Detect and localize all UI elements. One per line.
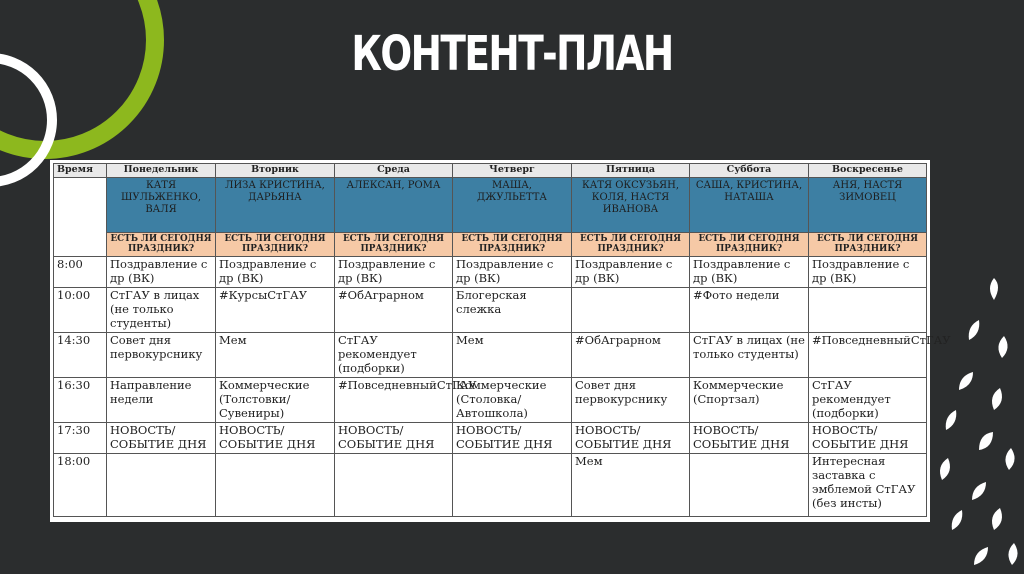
content-cell: Интересная заставка с эмблемой СтГАУ (без инсты)	[809, 454, 927, 517]
schedule-row	[54, 288, 927, 333]
content-cell: НОВОСТЬ/СОБЫТИЕ ДНЯ	[572, 423, 690, 454]
content-cell: НОВОСТЬ/СОБЫТИЕ ДНЯ	[809, 423, 927, 454]
schedule-row	[54, 378, 927, 423]
time-cell: 18:00	[54, 454, 107, 517]
content-cell	[690, 454, 809, 517]
content-plan-document	[50, 160, 951, 522]
content-cell: Мем	[572, 454, 690, 517]
content-plan-table	[53, 163, 951, 517]
content-cell: #КурсыСтГАУ	[216, 288, 335, 333]
schedule-row	[54, 454, 927, 517]
content-cell	[216, 454, 335, 517]
content-cell	[335, 454, 453, 517]
holiday-cell: ЕСТЬ ЛИ СЕГОДНЯ ПРАЗДНИК?	[107, 233, 216, 257]
day-header: Понедельник	[107, 164, 216, 178]
content-cell: Коммерческие (Толстовки/ Сувениры)	[216, 378, 335, 423]
corner-cell	[54, 178, 107, 257]
names-cell: МАША, ДЖУЛЬЕТТА	[453, 178, 572, 233]
content-cell: #ПовседневныйСтГАУ	[335, 378, 453, 423]
content-cell: Поздравление с др (ВК)	[107, 257, 216, 288]
content-cell: Поздравление с др (ВК)	[690, 257, 809, 288]
content-cell: Мем	[216, 333, 335, 378]
content-cell: Мем	[453, 333, 572, 378]
schedule-row	[54, 423, 927, 454]
time-cell: 16:30	[54, 378, 107, 423]
names-row	[54, 178, 927, 233]
names-cell: АЛЕКСАН, РОМА	[335, 178, 453, 233]
names-cell: КАТЯ ОКСУЗЬЯН, КОЛЯ, НАСТЯ ИВАНОВА	[572, 178, 690, 233]
holiday-cell: ЕСТЬ ЛИ СЕГОДНЯ ПРАЗДНИК?	[690, 233, 809, 257]
content-cell: Коммерческие (Столовка/ Автошкола)	[453, 378, 572, 423]
content-cell: #ОбАграрном	[335, 288, 453, 333]
content-cell: Поздравление с др (ВК)	[453, 257, 572, 288]
content-cell	[572, 288, 690, 333]
day-header: Четверг	[453, 164, 572, 178]
names-cell: САША, КРИСТИНА, НАТАША	[690, 178, 809, 233]
holiday-cell: ЕСТЬ ЛИ СЕГОДНЯ ПРАЗДНИК?	[453, 233, 572, 257]
content-cell: #ПовседневныйСтГАУ	[809, 333, 927, 378]
page-title: КОНТЕНТ-ПЛАН	[351, 26, 673, 82]
content-cell: #ОбАграрном	[572, 333, 690, 378]
day-header: Воскресенье	[809, 164, 927, 178]
day-header: Суббота	[690, 164, 809, 178]
time-cell: 17:30	[54, 423, 107, 454]
holiday-cell: ЕСТЬ ЛИ СЕГОДНЯ ПРАЗДНИК?	[572, 233, 690, 257]
schedule-row	[54, 257, 927, 288]
names-cell: АНЯ, НАСТЯ ЗИМОВЕЦ	[809, 178, 927, 233]
content-cell: НОВОСТЬ/СОБЫТИЕ ДНЯ	[216, 423, 335, 454]
content-cell: #Фото недели	[690, 288, 809, 333]
days-header-row	[54, 164, 927, 178]
content-cell: Поздравление с др (ВК)	[572, 257, 690, 288]
time-cell: 8:00	[54, 257, 107, 288]
names-cell: КАТЯ ШУЛЬЖЕНКО, ВАЛЯ	[107, 178, 216, 233]
content-cell: НОВОСТЬ/СОБЫТИЕ ДНЯ	[107, 423, 216, 454]
content-cell	[107, 454, 216, 517]
day-header: Среда	[335, 164, 453, 178]
content-cell: СтГАУ в лицах (не только студенты)	[107, 288, 216, 333]
content-cell: Совет дня первокурснику	[107, 333, 216, 378]
day-header: Пятница	[572, 164, 690, 178]
time-cell: 10:00	[54, 288, 107, 333]
time-header: Время	[54, 164, 107, 178]
content-cell: Блогерская слежка	[453, 288, 572, 333]
content-cell: Поздравление с др (ВК)	[335, 257, 453, 288]
holiday-row	[54, 233, 927, 257]
content-cell: Поздравление с др (ВК)	[216, 257, 335, 288]
content-cell: СтГАУ рекомендует (подборки)	[809, 378, 927, 423]
day-header: Вторник	[216, 164, 335, 178]
content-cell: Коммерческие (Спортзал)	[690, 378, 809, 423]
holiday-cell: ЕСТЬ ЛИ СЕГОДНЯ ПРАЗДНИК?	[216, 233, 335, 257]
content-cell	[809, 288, 927, 333]
content-cell: Совет дня первокурснику	[572, 378, 690, 423]
leaves-pattern	[924, 280, 1024, 574]
content-cell: НОВОСТЬ/СОБЫТИЕ ДНЯ	[453, 423, 572, 454]
holiday-cell: ЕСТЬ ЛИ СЕГОДНЯ ПРАЗДНИК?	[809, 233, 927, 257]
content-cell: СтГАУ в лицах (не только студенты)	[690, 333, 809, 378]
content-cell: Поздравление с др (ВК)	[809, 257, 927, 288]
content-cell: СтГАУ рекомендует (подборки)	[335, 333, 453, 378]
content-cell: Направление недели	[107, 378, 216, 423]
content-cell: НОВОСТЬ/СОБЫТИЕ ДНЯ	[335, 423, 453, 454]
time-cell: 14:30	[54, 333, 107, 378]
names-cell: ЛИЗА КРИСТИНА, ДАРЬЯНА	[216, 178, 335, 233]
holiday-cell: ЕСТЬ ЛИ СЕГОДНЯ ПРАЗДНИК?	[335, 233, 453, 257]
content-cell: НОВОСТЬ/СОБЫТИЕ ДНЯ	[690, 423, 809, 454]
content-cell	[453, 454, 572, 517]
schedule-row	[54, 333, 927, 378]
